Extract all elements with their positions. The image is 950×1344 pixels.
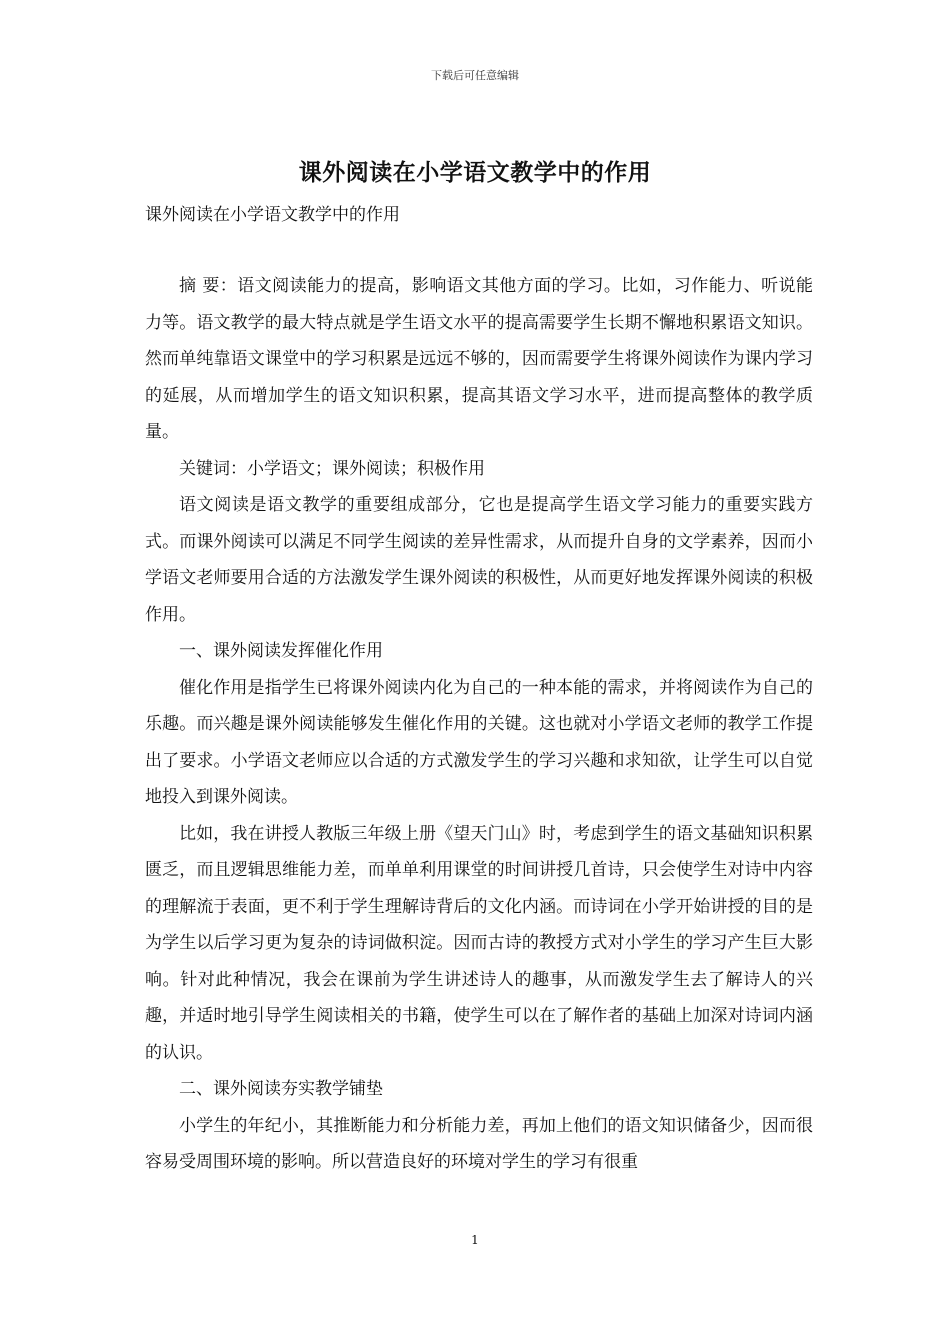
document-body <box>145 268 813 1181</box>
page-number: 1 <box>471 1233 479 1247</box>
intro-paragraph: 语文阅读是语文教学的重要组成部分，它也是提高学生语文学习能力的重要实践方式。而课外阅读可以满足不同学生阅读的差异性需求，从而提升自身的文学素养，因而小学语文老师要用合适的方法激发学生课外阅读的积极性，从而更好地发挥课外阅读的积极作用。 <box>145 495 813 625</box>
keywords-line: 关键词：小学语文；课外阅读；积极作用 <box>179 458 485 479</box>
document-subtitle: 课外阅读在小学语文教学中的作用 <box>145 205 400 225</box>
document-title: 课外阅读在小学语文教学中的作用 <box>298 159 652 186</box>
body-paragraph: 催化作用是指学生已将课外阅读内化为自己的一种本能的需求，并将阅读作为自己的乐趣。而兴趣是课外阅读能够发生催化作用的关键。这也就对小学语文老师的教学工作提出了要求。小学语文老师应以合适的方式激发学生的学习兴趣和求知欲，让学生可以自觉地投入到课外阅读。 <box>145 677 813 807</box>
body-paragraph: 小学生的年纪小，其推断能力和分析能力差，再加上他们的语文知识储备少，因而很容易受周围环境的影响。所以营造良好的环境对学生的学习有很重 <box>145 1115 813 1172</box>
section-heading-2: 二、课外阅读夯实教学铺垫 <box>179 1079 383 1099</box>
abstract-paragraph: 摘 要：语文阅读能力的提高，影响语文其他方面的学习。比如，习作能力、听说能力等。语文教学的最大特点就是学生语文水平的提高需要学生长期不懈地积累语文知识。然而单纯靠语文课堂中的学习积累是远远不够的，因而需要学生将课外阅读作为课内学习的延展，从而增加学生的语文知识积累，提高其语文学习水平，进而提高整体的教学质量。 <box>145 276 813 442</box>
body-paragraph: 比如，我在讲授人教版三年级上册《望天门山》时，考虑到学生的语文基础知识积累匮乏，而且逻辑思维能力差，而单单利用课堂的时间讲授几首诗，只会使学生对诗中内容的理解流于表面，更不利于学生理解诗背后的文化内涵。而诗词在小学开始讲授的目的是为学生以后学习更为复杂的诗词做积淀。因而古诗的教授方式对小学生的学习产生巨大影响。针对此种情况，我会在课前为学生讲述诗人的趣事，从而激发学生去了解诗人的兴趣，并适时地引导学生阅读相关的书籍，使学生可以在了解作者的基础上加深对诗词内涵的认识。 <box>145 823 813 1063</box>
header-note: 下载后可任意编辑 <box>431 69 519 82</box>
section-heading-1: 一、课外阅读发挥催化作用 <box>179 641 383 661</box>
